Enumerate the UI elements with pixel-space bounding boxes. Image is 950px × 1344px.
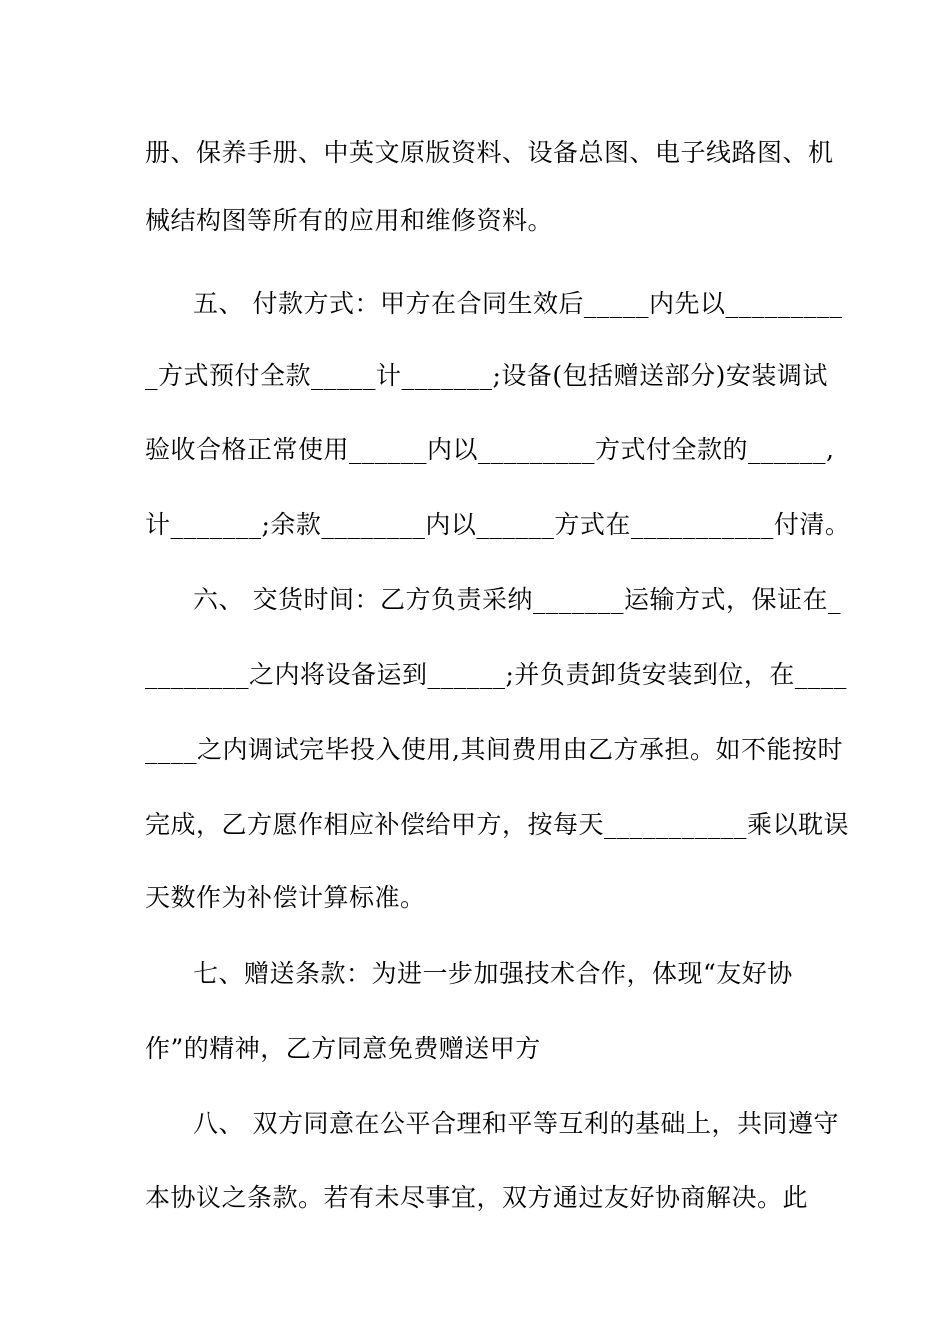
text-line: 本协议之条款。若有未尽事宜，双方通过友好协商解决。此 [145, 1183, 809, 1212]
text-line: 天数作为补偿计算标准。 [145, 883, 426, 912]
text-line: 册、保养手册、中英文原版资料、设备总图、电子线路图、机 [145, 138, 834, 167]
section-seven-heading-line: 七、赠送条款：为进一步加强技术合作，体现“友好协 [193, 959, 793, 988]
text-line: _方式预付全款_____计_______;设备(包括赠送部分)安装调试 [145, 361, 828, 390]
section-eight-heading-line: 八、 双方同意在公平合理和平等互利的基础上，共同遵守 [193, 1109, 839, 1138]
text-line: 完成，乙方愿作相应补偿给甲方，按每天___________乘以耽误 [145, 810, 850, 839]
text-line: 作”的精神，乙方同意免费赠送甲方 [145, 1034, 541, 1063]
text-line: ________之内将设备运到______;并负责卸货安装到位，在____ [145, 660, 847, 689]
section-six-heading-line: 六、 交货时间：乙方负责采纳_______运输方式，保证在_ [193, 585, 841, 614]
text-line: 验收合格正常使用______内以_________方式付全款的______, [145, 435, 835, 464]
text-line: 计_______;余款________内以______方式在___________付清。 [145, 510, 851, 539]
section-five-heading-line: 五、 付款方式：甲方在合同生效后_____内先以_________ [193, 289, 843, 318]
text-line: ____之内调试完毕投入使用,其间费用由乙方承担。如不能按时 [145, 735, 843, 764]
text-line: 械结构图等所有的应用和维修资料。 [145, 206, 554, 235]
